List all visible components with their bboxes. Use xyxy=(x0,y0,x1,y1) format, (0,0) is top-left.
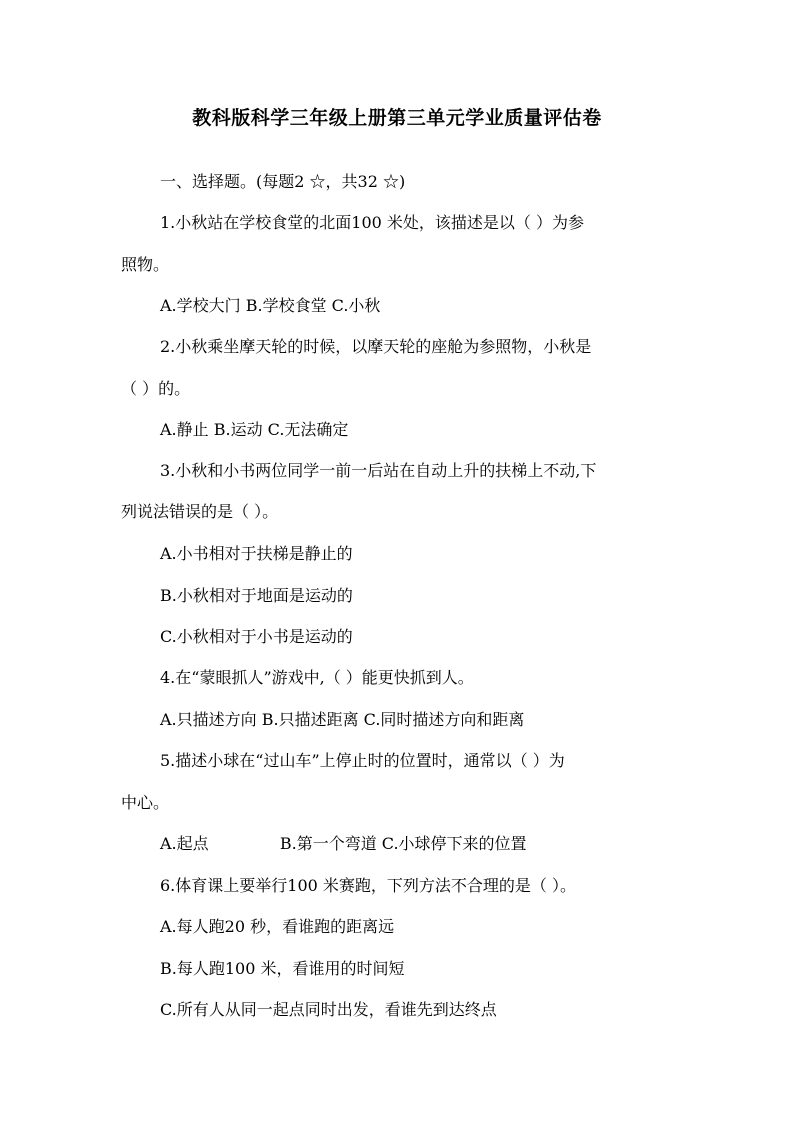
question-4-stem-line-1: 4.在“蒙眼抓人”游戏中,（ ）能更快抓到人。 xyxy=(160,668,474,687)
question-1-stem-line-2: 照物。 xyxy=(121,255,170,274)
question-3-option-b: B.小秋相对于地面是运动的 xyxy=(160,586,353,605)
section-heading: 一、选择题。(每题2 ☆，共32 ☆) xyxy=(160,172,406,191)
question-4-options: A.只描述方向 B.只描述距离 C.同时描述方向和距离 xyxy=(160,710,525,729)
question-5-stem-line-2: 中心。 xyxy=(121,793,170,812)
question-3-option-c: C.小秋相对于小书是运动的 xyxy=(160,627,353,646)
question-3-stem-line-2: 列说法错误的是（ ）。 xyxy=(121,502,279,521)
question-3-option-a: A.小书相对于扶梯是静止的 xyxy=(160,544,353,563)
question-5-stem-line-1: 5.描述小球在“过山车”上停止时的位置时，通常以（ ）为 xyxy=(160,751,565,770)
question-2-options: A.静止 B.运动 C.无法确定 xyxy=(160,420,349,439)
question-6-option-b: B.每人跑100 米，看谁用的时间短 xyxy=(160,959,405,978)
question-3-stem-line-1: 3.小秋和小书两位同学一前一后站在自动上升的扶梯上不动,下 xyxy=(160,461,597,480)
question-2-stem-line-2: （ ）的。 xyxy=(121,379,191,398)
question-6-option-c: C.所有人从同一起点同时出发，看谁先到达终点 xyxy=(160,1000,497,1019)
question-1-stem-line-1: 1.小秋站在学校食堂的北面100 米处，该描述是以（ ）为参 xyxy=(160,213,584,232)
question-6-stem-line-1: 6.体育课上要举行100 米赛跑，下列方法不合理的是（ ）。 xyxy=(160,876,576,895)
page-title: 教科版科学三年级上册第三单元学业质量评估卷 xyxy=(192,107,602,129)
question-1-options: A.学校大门 B.学校食堂 C.小秋 xyxy=(160,296,381,315)
question-2-stem-line-1: 2.小秋乘坐摩天轮的时候，以摩天轮的座舱为参照物，小秋是 xyxy=(160,337,592,356)
question-6-option-a: A.每人跑20 秒，看谁跑的距离远 xyxy=(160,917,395,936)
question-5-options: A.起点 B.第一个弯道 C.小球停下来的位置 xyxy=(160,834,527,853)
